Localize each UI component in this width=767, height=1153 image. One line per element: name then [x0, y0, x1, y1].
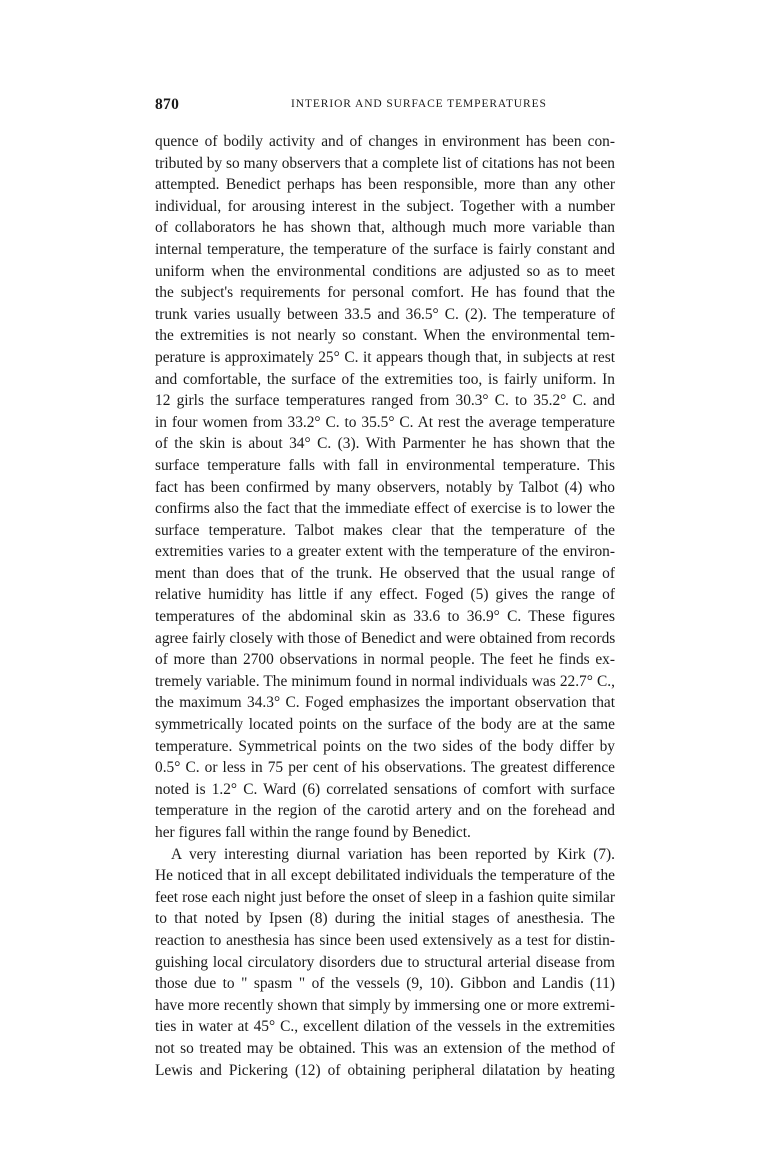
text-line: guishing local circulatory disorders due to structural arterial disease from — [155, 953, 615, 971]
text-line: surface temperature. Talbot makes clear that the temperature of the — [155, 521, 615, 539]
text-line: trunk varies usually between 33.5 and 36.5° C. (2). The temperature of — [155, 305, 615, 323]
text-line: her figures fall within the range found by Benedict. — [155, 824, 471, 841]
text-line: and comfortable, the surface of the extremities too, is fairly uniform. In — [155, 370, 615, 388]
text-line: in four women from 33.2° C. to 35.5° C. At rest the average temperature — [155, 413, 615, 431]
text-line: of more than 2700 observations in normal people. The feet he finds ex- — [155, 651, 615, 669]
text-line: of the skin is about 34° C. (3). With Parmenter he has shown that the — [155, 435, 615, 453]
text-line: A very interesting diurnal variation has been reported by Kirk (7). — [171, 845, 615, 863]
text-line: temperature. Symmetrical points on the two sides of the body differ by — [155, 737, 615, 755]
text-line: 0.5° C. or less in 75 per cent of his observations. The greatest difference — [155, 759, 615, 777]
text-line: relative humidity has little if any effect. Foged (5) gives the range of — [155, 586, 615, 604]
text-line: quence of bodily activity and of changes in environment has been con- — [155, 133, 615, 150]
running-title: INTERIOR AND SURFACE TEMPERATURES — [291, 98, 547, 110]
text-line: not so treated may be obtained. This was an extension of the method of — [155, 1039, 615, 1057]
text-line: ties in water at 45° C., excellent dilation of the vessels in the extremities — [155, 1018, 615, 1036]
text-line: noted is 1.2° C. Ward (6) correlated sensations of comfort with surface — [155, 780, 615, 798]
text-line: reaction to anesthesia has since been used extensively as a test for distin- — [155, 931, 615, 949]
text-line: feet rose each night just before the onset of sleep in a fashion quite similar — [155, 888, 615, 906]
text-line: attempted. Benedict perhaps has been responsible, more than any other — [155, 176, 615, 194]
running-head — [155, 96, 615, 116]
body-text — [155, 131, 615, 1081]
page-number: 870 — [155, 96, 180, 113]
text-line: the maximum 34.3° C. Foged emphasizes the important observation that — [155, 694, 615, 712]
text-line: internal temperature, the temperature of the surface is fairly constant and — [155, 240, 615, 258]
text-line: perature is approximately 25° C. it appears though that, in subjects at rest — [155, 348, 615, 366]
text-line: the extremities is not nearly so constant. When the environmental tem- — [155, 327, 615, 345]
text-line: of collaborators he has shown that, although much more variable than — [155, 219, 615, 237]
text-line: 12 girls the surface temperatures ranged from 30.3° C. to 35.2° C. and — [155, 392, 615, 410]
text-line: temperature in the region of the carotid artery and on the forehead and — [155, 802, 615, 820]
text-line: tremely variable. The minimum found in normal individuals was 22.7° C., — [155, 672, 615, 690]
text-line: surface temperature falls with fall in environmental temperature. This — [155, 456, 615, 474]
text-line: He noticed that in all except debilitated individuals the temperature of the — [155, 867, 615, 885]
text-line: individual, for arousing interest in the subject. Together with a number — [155, 197, 615, 215]
text-line: temperatures of the abdominal skin as 33.6 to 36.9° C. These figures — [155, 608, 615, 626]
text-line: symmetrically located points on the surface of the body are at the same — [155, 716, 615, 734]
text-line: confirms also the fact that the immediate effect of exercise is to lower the — [155, 500, 615, 518]
text-line: those due to " spasm " of the vessels (9, 10). Gibbon and Landis (11) — [155, 975, 615, 993]
text-line: ment than does that of the trunk. He observed that the usual range of — [155, 564, 615, 582]
text-line: the subject's requirements for personal comfort. He has found that the — [155, 284, 615, 302]
text-line: uniform when the environmental conditions are adjusted so as to meet — [155, 262, 615, 280]
text-line: tributed by so many observers that a complete list of citations has not been — [155, 154, 615, 172]
text-line: Lewis and Pickering (12) of obtaining peripheral dilatation by heating — [155, 1061, 615, 1079]
text-line: fact has been confirmed by many observers, notably by Talbot (4) who — [155, 478, 615, 496]
text-line: have more recently shown that simply by immersing one or more extremi- — [155, 996, 615, 1014]
text-line: to that noted by Ipsen (8) during the initial stages of anesthesia. The — [155, 910, 615, 928]
text-line: agree fairly closely with those of Benedict and were obtained from records — [155, 629, 615, 647]
text-line: extremities varies to a greater extent with the temperature of the environ- — [155, 543, 615, 561]
